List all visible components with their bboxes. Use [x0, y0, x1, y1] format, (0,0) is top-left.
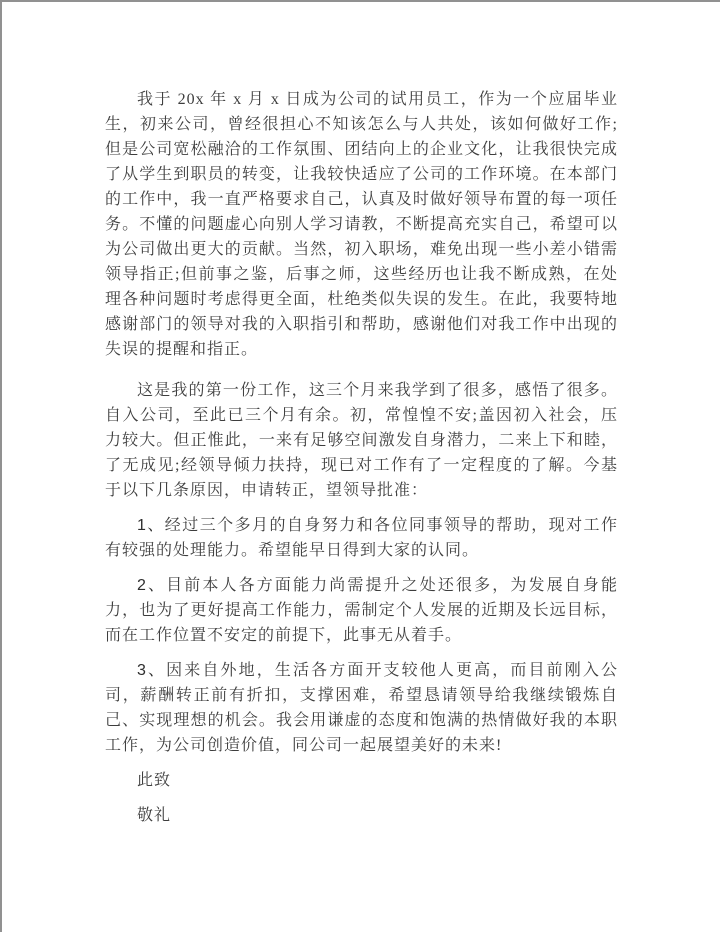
closing-regards: 敬礼	[137, 807, 172, 824]
closing-salute: 此致	[137, 772, 172, 789]
item-2-number: 2、	[137, 577, 167, 594]
intro-paragraph-1: 我于 20x 年 x 月 x 日成为公司的试用员工，作为一个应届毕业生，初来公司，曾经很担心不知该怎么与人共处，该如何做好工作;但是公司宽松融洽的工作氛围、团结向上的企业文化，让我很快完成了从学生到职员的转变，让我较快适应了公司的工作环境。在本部门的工作中，我一直严格要求自己，认真及时做好领导布置的每一项任务。不懂的问题虚心向别人学习请教，不断提高充实自己，希望可以为公司做出更大的贡献。当然，初入职场，难免出现一些小差小错需领导指正;但前事之鉴，后事之师，这些经历也让我不断成熟，在处理各种问题时考虑得更全面，杜绝类似失误的发生。在此，我要特地感谢部门的领导对我的入职指引和帮助，感谢他们对我工作中出现的失误的提醒和指正。	[105, 91, 618, 358]
item-3-text: 因来自外地，生活各方面开支较他人更高，而目前刚入公司，薪酬转正前有折扣，支撑困难，希望恳请领导给我继续锻炼自己、实现理想的机会。我会用谦虚的态度和饱满的热情做好我的本职工作，为公司创造价值，同公司一起展望美好的未来!	[105, 662, 618, 754]
numbered-item-2	[105, 573, 618, 648]
numbered-item-1	[105, 513, 618, 563]
item-1-number: 1、	[137, 517, 165, 534]
item-2-text: 目前本人各方面能力尚需提升之处还很多，为发展自身能力，也为了更好提高工作能力，需制定个人发展的近期及长远目标，而在工作位置不安定的前提下，此事无从着手。	[105, 577, 618, 644]
item-3-number: 3、	[137, 662, 167, 679]
intro-paragraph-2: 这是我的第一份工作，这三个月来我学到了很多，感悟了很多。自入公司，至此已三个月有余。初，常惶惶不安;盖因初入社会，压力较大。但正惟此，一来有足够空间激发自身潜力，二来上下和睦，了无成见;经领导倾力扶持，现已对工作有了一定程度的了解。今基于以下几条原因，申请转正，望领导批准：	[105, 382, 618, 499]
document-page	[2, 2, 720, 932]
numbered-item-3	[105, 658, 618, 758]
item-1-text: 经过三个多月的自身努力和各位同事领导的帮助，现对工作有较强的处理能力。希望能早日得到大家的认同。	[105, 517, 618, 559]
